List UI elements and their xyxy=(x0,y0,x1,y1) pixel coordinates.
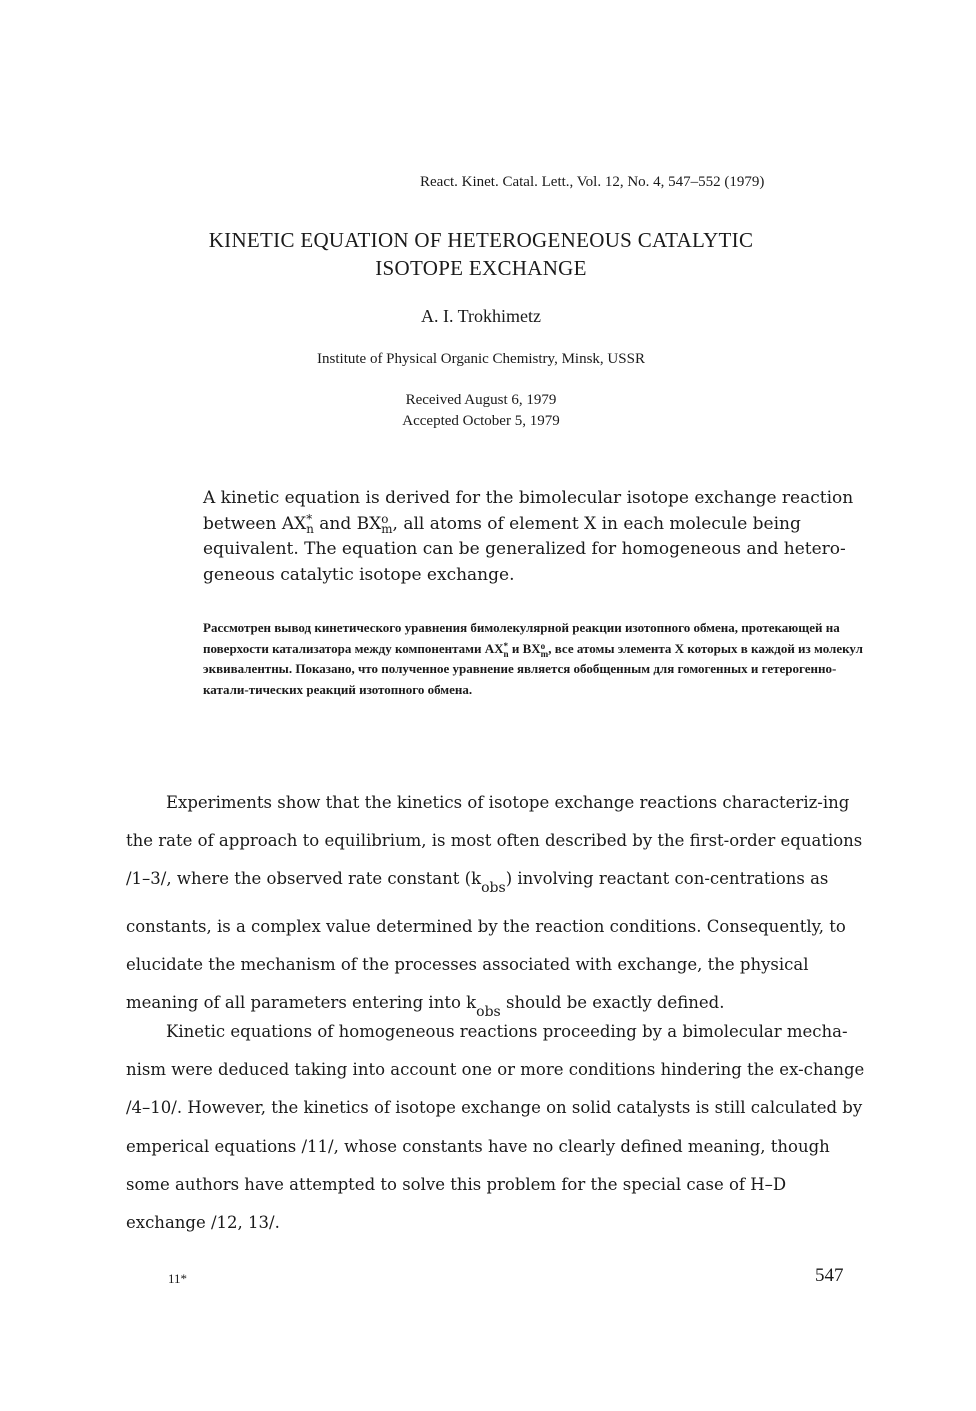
kobs-subscript-1: obs xyxy=(481,880,506,897)
p1-text-a: Experiments show that the kinetics of isotope exchange reactions characteriz-ing the rate of approach to equilibrium, is most often described by the first-order equations /1–3/, where the observed rate constant (k xyxy=(126,793,863,889)
p1-text-c: should be exactly defined. xyxy=(500,993,725,1013)
paper-title-line-2: ISOTOPE EXCHANGE xyxy=(375,256,587,280)
formula-ax-sub: n xyxy=(306,522,314,536)
abstract-ru-text-2: , все атомы элемента X которых в каждой из молекул эквивалентны. Показано, что полученное уравнение является обобщенным для гомогенных и гетерогенно-катали-тических реакций изотопного обмена. xyxy=(203,640,863,697)
accepted-date: Accepted October 5, 1979 xyxy=(402,413,560,429)
abstract-ru-and: и xyxy=(508,640,523,656)
abstract-russian xyxy=(203,618,868,700)
received-date: Received August 6, 1979 xyxy=(405,392,557,408)
body-paragraph-2 xyxy=(126,1013,866,1242)
paper-title-line-1: KINETIC EQUATION OF HETEROGENEOUS CATALYTIC xyxy=(208,228,754,252)
formula-ru-bx-sub: m xyxy=(540,648,549,659)
formula-ru-ax: AX xyxy=(484,640,504,656)
author: A. I. Trokhimetz xyxy=(420,306,541,326)
formula-bx-sub: m xyxy=(381,522,393,536)
journal-citation: React. Kinet. Catal. Lett., Vol. 12, No. 4, 547–552 (1979) xyxy=(420,174,765,190)
formula-bx: BX xyxy=(356,513,382,534)
affiliation: Institute of Physical Organic Chemistry, Minsk, USSR xyxy=(317,351,645,367)
formula-bx-sup: o xyxy=(381,512,389,526)
abstract-ru-text-1: Рассмотрен вывод кинетического уравнения бимолекулярной реакции изотопного обмена, протекающей на поверхости катализатора между компонентами xyxy=(203,620,840,656)
formula-ru-bx: BX xyxy=(522,640,541,656)
signature-mark: 11* xyxy=(168,1271,188,1286)
p1-text-b: ) involving reactant con-centrations as constants, is a complex value determined by the reaction conditions. Consequently, to elucidate the mechanism of the processes associated with exchange, the physical meaning of all parameters entering into k xyxy=(126,869,846,1013)
formula-ax-sup: * xyxy=(306,512,313,526)
abstract-english xyxy=(203,486,863,588)
abstract-en-text-1: A kinetic equation is derived for the bimolecular isotope exchange reaction between xyxy=(203,488,854,534)
formula-ru-ax-sup: * xyxy=(503,640,509,651)
formula-ax: AX xyxy=(281,513,307,534)
p2-text: Kinetic equations of homogeneous reactions proceeding by a bimolecular mecha-nism were deduced taking into account one or more conditions hindering the ex-change /4–10/. However, the kinetics of isotope exchange on solid catalysts is still calculated by emperical equations /11/, whose constants have no clearly defined meaning, though some authors have attempted to solve this problem for the special case of H–D exchange /12, 13/. xyxy=(126,1022,865,1233)
page-number: 547 xyxy=(815,1265,844,1286)
abstract-en-and: and xyxy=(313,513,357,534)
body-paragraph-1 xyxy=(126,784,866,1031)
kobs-subscript-2: obs xyxy=(476,1004,501,1021)
formula-ru-ax-sub: n xyxy=(503,648,509,659)
formula-ru-bx-sup: o xyxy=(540,640,546,651)
abstract-en-text-2: , all atoms of element X in each molecule being equivalent. The equation can be generalized for homogeneous and hetero-geneous catalytic isotope exchange. xyxy=(203,513,846,585)
